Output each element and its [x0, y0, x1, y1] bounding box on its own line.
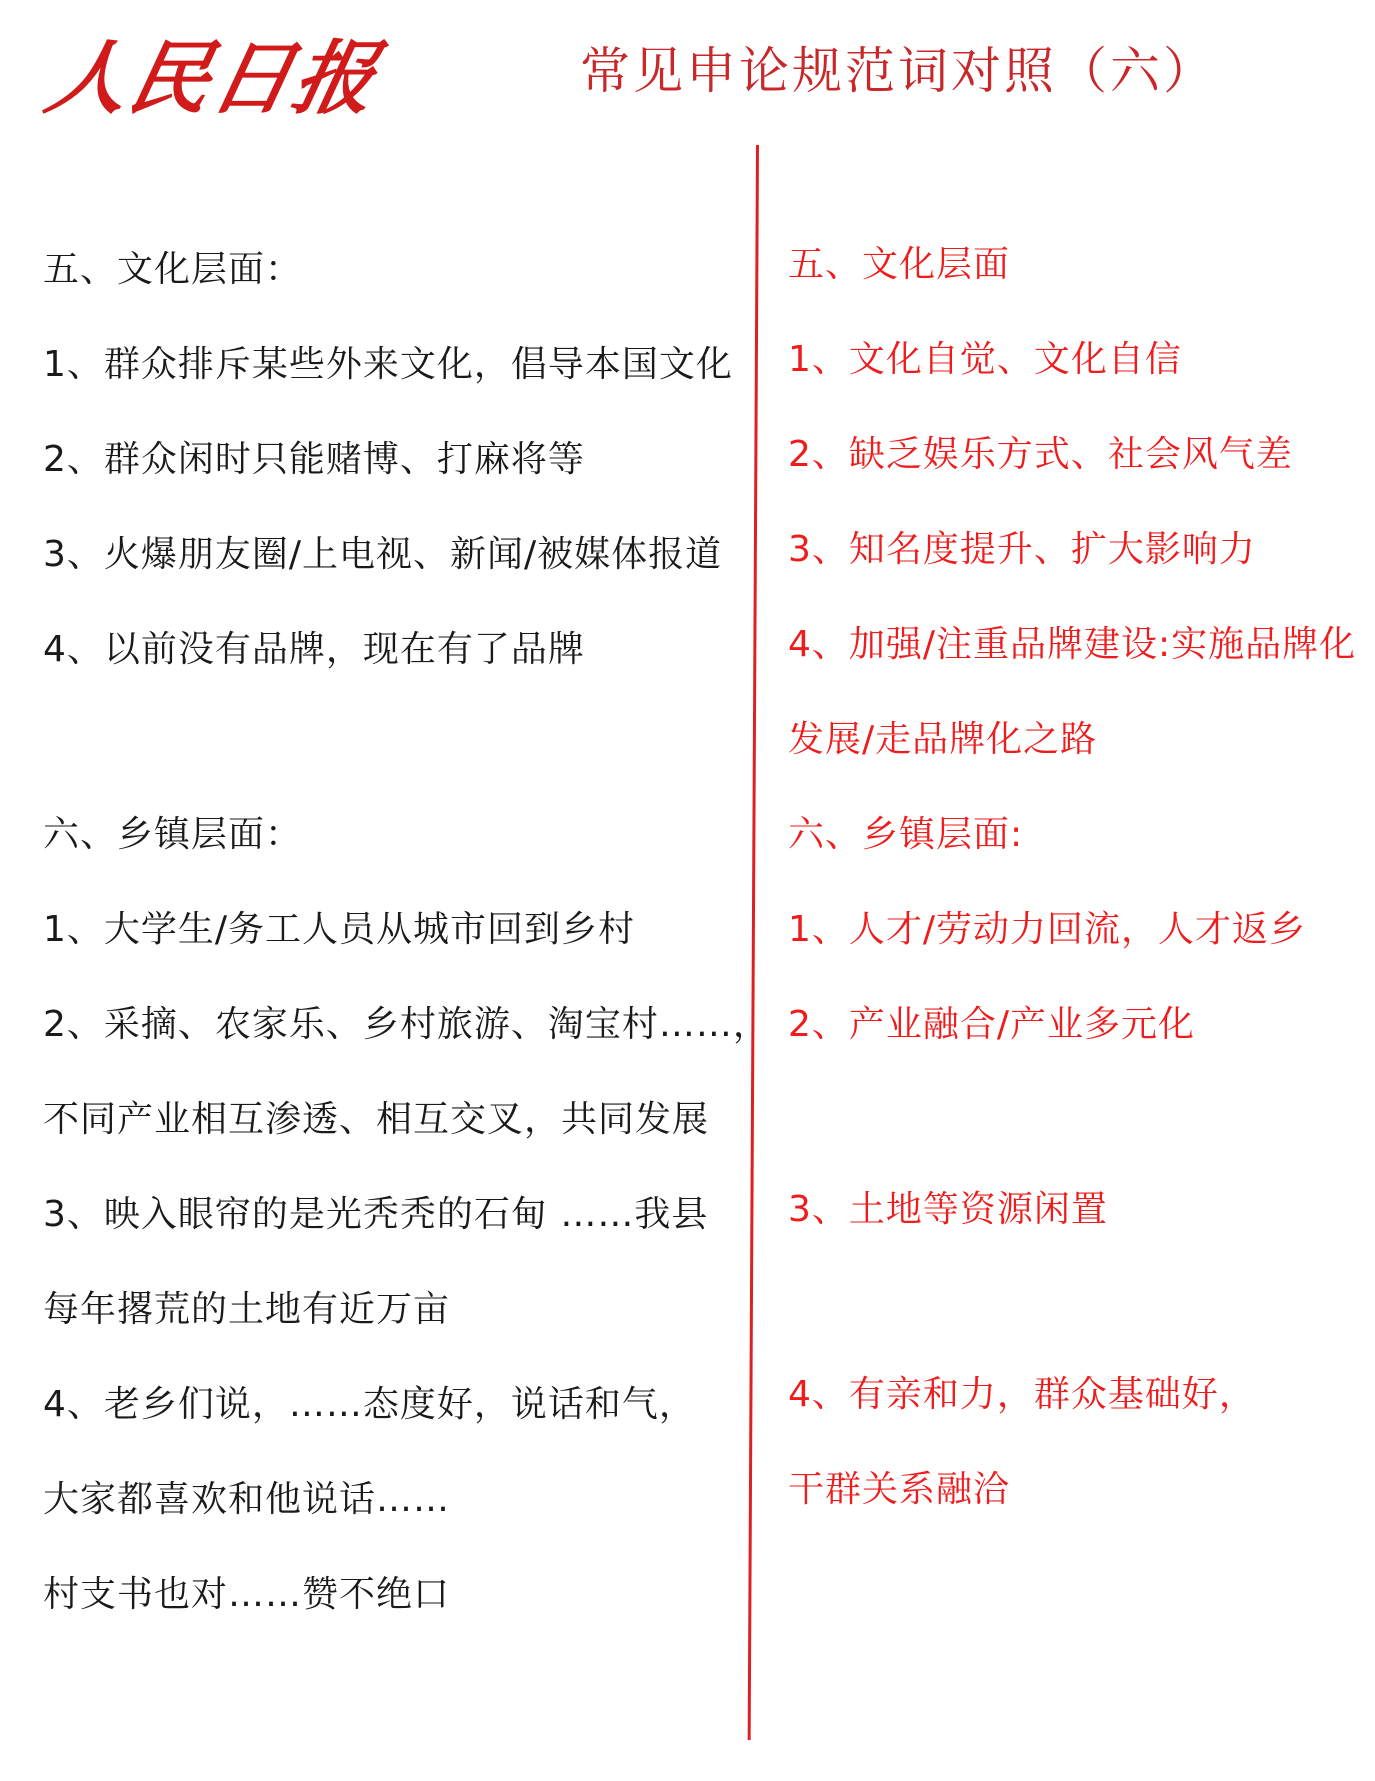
page-title: 常见申论规范词对照（六）: [580, 42, 1216, 100]
left-line: 4、以前没有品牌，现在有了品牌: [43, 629, 585, 670]
left-line: 村支书也对……赞不绝口: [43, 1574, 451, 1615]
left-line: 3、火爆朋友圈/上电视、新闻/被媒体报道: [43, 534, 723, 575]
right-line: 4、加强/注重品牌建设:实施品牌化: [788, 624, 1357, 665]
left-line: 4、老乡们说，……态度好，说话和气，: [43, 1384, 696, 1425]
left-line: 2、群众闲时只能赌博、打麻将等: [43, 439, 585, 480]
left-heading-culture: 五、文化层面：: [43, 249, 303, 290]
right-line: 干群关系融洽: [788, 1469, 1011, 1510]
right-line: 4、有亲和力，群众基础好，: [788, 1374, 1256, 1415]
column-divider: [748, 145, 759, 1740]
right-heading-culture: 五、文化层面: [788, 244, 1011, 285]
right-line: 发展/走品牌化之路: [788, 719, 1098, 760]
right-line: 1、文化自觉、文化自信: [788, 339, 1182, 380]
left-line: 每年撂荒的土地有近万亩: [43, 1289, 451, 1330]
right-line: 2、产业融合/产业多元化: [788, 1004, 1196, 1045]
left-line: 大家都喜欢和他说话……: [43, 1479, 451, 1520]
left-line: 1、大学生/务工人员从城市回到乡村: [43, 909, 636, 950]
left-line: 不同产业相互渗透、相互交叉，共同发展: [43, 1099, 710, 1140]
logo: [38, 28, 387, 138]
left-heading-township: 六、乡镇层面：: [43, 814, 303, 855]
left-line: 1、群众排斥某些外来文化，倡导本国文化: [43, 344, 733, 385]
right-line: 1、人才/劳动力回流，人才返乡: [788, 909, 1307, 950]
logo-text: 人民日报: [38, 31, 387, 125]
right-line: 3、土地等资源闲置: [788, 1189, 1108, 1230]
left-line: 3、映入眼帘的是光秃秃的石甸 ……我县: [43, 1194, 709, 1235]
right-line: 2、缺乏娱乐方式、社会风气差: [788, 434, 1293, 475]
right-line: 3、知名度提升、扩大影响力: [788, 529, 1256, 570]
right-heading-township: 六、乡镇层面:: [788, 814, 1024, 855]
left-line: 2、采摘、农家乐、乡村旅游、淘宝村……，: [43, 1004, 770, 1045]
